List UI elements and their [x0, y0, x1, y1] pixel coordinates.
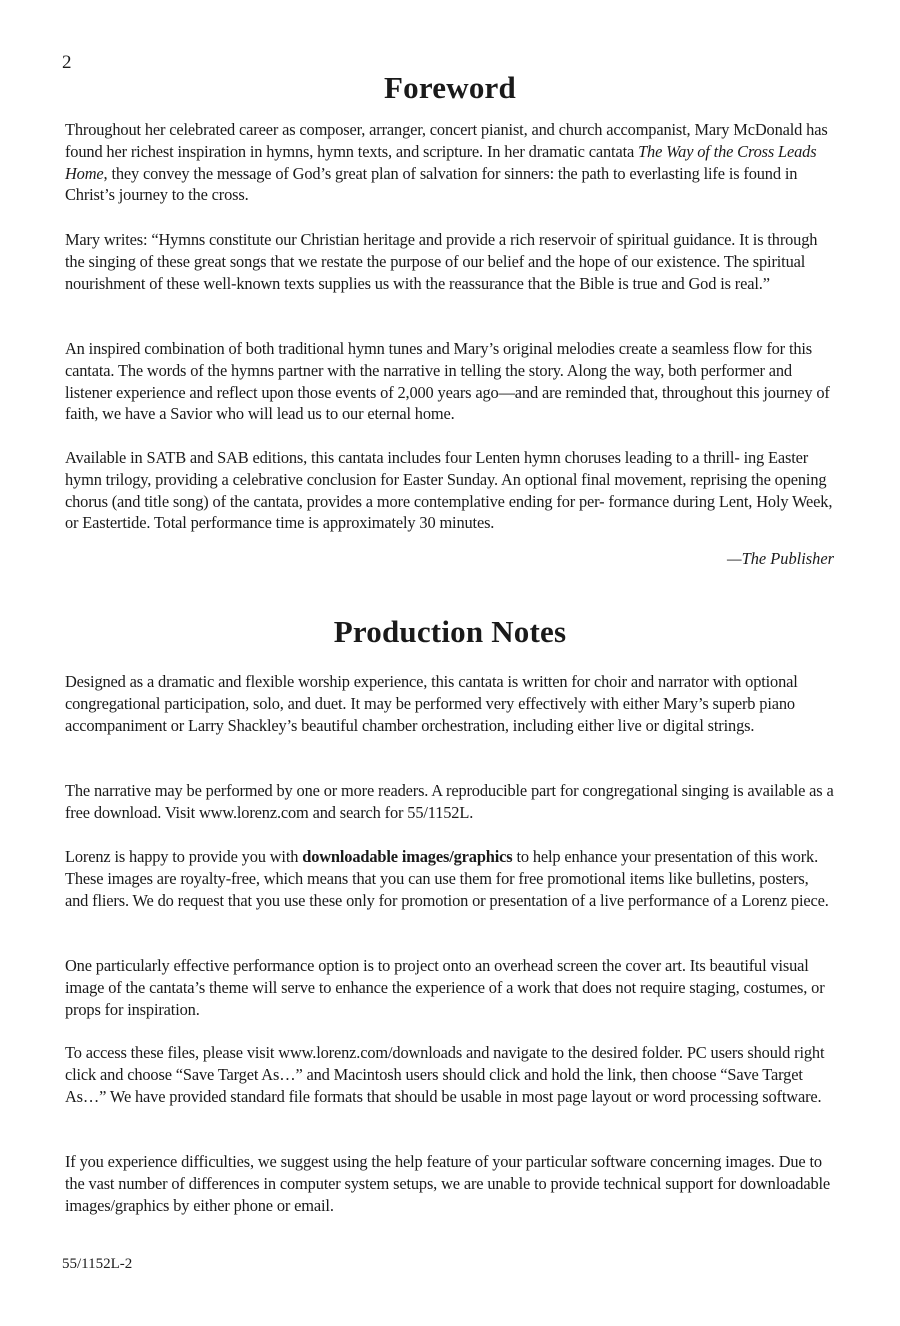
foreword-paragraph-1 [65, 119, 835, 206]
foreword-p1-text-a: Throughout her celebrated career as composer, arranger, concert pianist, and church accompanist, Mary McDonald has found her richest inspiration in hymns, hymn texts, and scripture. In her dramatic cantata [65, 120, 828, 161]
production-paragraph-6: If you experience difficulties, we suggest using the help feature of your particular software concerning images. Due to the vast number of differences in computer system setups, we are unable to provide technical support for downloadable images/graphics by either phone or email. [65, 1152, 831, 1215]
foreword-signature: —The Publisher [727, 549, 834, 568]
cantata-title: The Way of the Cross Leads Home [65, 141, 817, 183]
production-notes-title: Production Notes [333, 614, 567, 649]
foreword-paragraph-3: An inspired combination of both traditional hymn tunes and Mary’s original melodies create a seamless flow for this cantata. The words of the hymns partner with the narrative in telling the story. Along the way, both performer and listener experience and reflect upon those events of 2,000 years ago—and are reminded that, throughout this journey of faith, we have a Savior who will lead us to our eternal home. [65, 339, 830, 424]
foreword-paragraph-4: Available in SATB and SAB editions, this cantata includes four Lenten hymn choruses leading to a thrill- ing Easter hymn trilogy, providing a celebrative conclusion for Easter Sunday. An optional final movement, reprising the opening chorus (and title song) of the cantata, provides a more contemplative ending for per- formance during Lent, Holy Week, or Eastertide. Total performance time is approximately 30 minutes. [65, 448, 833, 533]
production-paragraph-2: The narrative may be performed by one or more readers. A reproducible part for congregational singing is available as a free download. Visit www.lorenz.com and search for 55/1152L. [65, 781, 834, 822]
foreword-paragraph-2: Mary writes: “Hymns constitute our Christian heritage and provide a rich reservoir of spiritual guidance. It is through the singing of these great songs that we restate the purpose of our belief and the hope of our existence. The spiritual nourishment of these well-known texts supplies us with the reassurance that the Bible is true and God is real.” [65, 230, 818, 293]
page-number: 2 [62, 52, 72, 73]
production-paragraph-4: One particularly effective performance option is to project onto an overhead screen the cover art. Its beautiful visual image of the cantata’s theme will serve to enhance the experience of a work that does not require staging, costumes, or props for inspiration. [65, 956, 825, 1019]
production-paragraph-1: Designed as a dramatic and flexible worship experience, this cantata is written for choir and narrator with optional congregational participation, solo, and duet. It may be performed very effectively with either Mary’s superb piano accompaniment or Larry Shackley’s beautiful chamber orchestration, including either live or digital strings. [65, 672, 798, 735]
footer-catalog-code: 55/1152L-2 [62, 1256, 133, 1272]
downloadable-images-emphasis: downloadable images/graphics [302, 847, 513, 866]
foreword-p1-text-b: , they convey the message of God’s great plan of salvation for sinners: the path to everlasting life is found in Christ’s journey to the cross. [65, 163, 798, 205]
production-p3-text-a: Lorenz is happy to provide you with [65, 847, 303, 866]
production-p3-text-b: to help enhance your presentation of this work. These images are royalty-free, which means that you can use them for free promotional items like bulletins, posters, and fliers. We do request that you use these only for promotion or presentation of a live performance of a Lorenz piece. [65, 847, 829, 910]
production-paragraph-3 [65, 846, 835, 911]
foreword-title: Foreword [384, 70, 516, 105]
production-paragraph-5: To access these files, please visit www.lorenz.com/downloads and navigate to the desired folder. PC users should right click and choose “Save Target As…” and Macintosh users should click and hold the link, then choose “Save Target As…” We have provided standard file formats that should be usable in most page layout or word processing software. [65, 1043, 825, 1106]
